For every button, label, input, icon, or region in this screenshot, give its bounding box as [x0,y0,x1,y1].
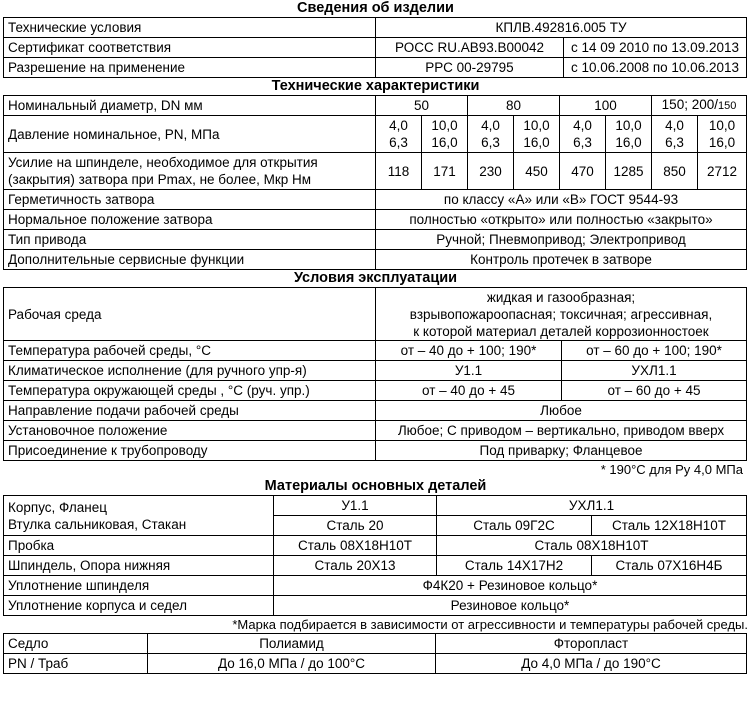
medium-label: Рабочая среда [4,288,376,341]
pn-value: 10,0 16,0 [606,116,652,153]
row-label: Сертификат соответствия [4,38,376,58]
section-title-tech: Технические характеристики [271,78,480,94]
seat-table [3,633,747,674]
table-row [4,401,747,421]
row-value: Любое; С приводом – вертикально, приводом вверх [376,421,747,441]
row-label: Дополнительные сервисные функции [4,250,376,270]
section-title-info: Сведения об изделии [297,0,454,16]
row-value: РРС 00-29795 [376,58,564,78]
pn-value: 4,0 6,3 [376,116,422,153]
climate-value-uhl: УХЛ1.1 [562,361,747,381]
temp-label: Температура рабочей среды, °С [4,341,376,361]
body-label: Корпус, Фланец Втулка сальниковая, Стакан [4,496,274,536]
ambient-value-u: от – 40 до + 45 [376,381,562,401]
row-value: по классу «А» или «В» ГОСТ 9544-93 [376,190,747,210]
row-label: Технические условия [4,18,376,38]
plug-label: Пробка [4,536,274,556]
table-row [4,381,747,401]
pn-value: 4,0 6,3 [560,116,606,153]
table-row [4,596,747,616]
row-value: КПЛВ.492816.005 ТУ [376,18,747,38]
section-title-mat: Материалы основных деталей [264,478,487,494]
col-header-u: У1.1 [274,496,437,516]
row-label: Установочное положение [4,421,376,441]
table-row [4,421,747,441]
force-value: 118 [376,153,422,190]
materials-footnote: *Марка подбирается в зависимости от агрессивности и температуры рабочей среды. [232,617,748,632]
table-row [4,536,747,556]
table-row [4,116,747,153]
row-label: Разрешение на применение [4,58,376,78]
ambient-value-uhl: от – 60 до + 45 [562,381,747,401]
ops-table [3,287,747,461]
ambient-label: Температура окружающей среды , °С (руч. упр.) [4,381,376,401]
ops-footnote: * 190°С для Ру 4,0 МПа [600,462,743,477]
row-label: Нормальное положение затвора [4,210,376,230]
plug-value: Сталь 08Х18Н10Т [437,536,747,556]
seal-spindle-label: Уплотнение шпинделя [4,576,274,596]
dn-value: 80 [468,96,560,116]
section-title-ops: Условия эксплуатации [293,270,458,286]
body-value: Сталь 09Г2С [437,516,592,536]
dn-value: 100 [560,96,652,116]
force-value: 230 [468,153,514,190]
info-table [3,17,747,78]
force-value: 450 [514,153,560,190]
force-label: Усилие на шпинделе, необходимое для открытия (закрытия) затвора при Pmax, не более, Мкр Нм [4,153,376,190]
table-row [4,361,747,381]
tech-table [3,95,747,270]
pn-value: 4,0 6,3 [468,116,514,153]
col-header-uhl: УХЛ1.1 [437,496,747,516]
row-date: с 14 09 2010 по 13.09.2013 [564,38,747,58]
table-row [4,288,747,341]
seat-pn-label: PN / Траб [4,654,148,674]
table-row [4,18,747,38]
row-value: Контроль протечек в затворе [376,250,747,270]
spindle-value: Сталь 14Х17Н2 [437,556,592,576]
spindle-value: Сталь 07Х16Н4Б [592,556,747,576]
seat-fluoro-header: Фторопласт [436,634,747,654]
table-row [4,634,747,654]
climate-value-u: У1.1 [376,361,562,381]
row-label: Тип привода [4,230,376,250]
row-label: Направление подачи рабочей среды [4,401,376,421]
table-row [4,153,747,190]
body-value: Сталь 20 [274,516,437,536]
spindle-value: Сталь 20Х13 [274,556,437,576]
seat-fluoro-value: До 4,0 МПа / до 190°С [436,654,747,674]
table-row [4,576,747,596]
force-value: 2712 [698,153,747,190]
row-value: полностью «открыто» или полностью «закрыто» [376,210,747,230]
row-label: Присоединение к трубопроводу [4,441,376,461]
table-row [4,58,747,78]
row-label: Герметичность затвора [4,190,376,210]
table-row [4,341,747,361]
pn-value: 10,0 16,0 [698,116,747,153]
table-row [4,496,747,516]
table-row [4,441,747,461]
seal-body-label: Уплотнение корпуса и седел [4,596,274,616]
dn-label: Номинальный диаметр, DN мм [4,96,376,116]
materials-table [3,495,747,616]
row-value: РОСС RU.АВ93.В00042 [376,38,564,58]
body-value: Сталь 12Х18Н10Т [592,516,747,536]
table-row [4,230,747,250]
force-value: 1285 [606,153,652,190]
temp-value-u: от – 40 до + 100; 190* [376,341,562,361]
row-date: с 10.06.2008 по 10.06.2013 [564,58,747,78]
row-value: Под приварку; Фланцевое [376,441,747,461]
dn-value: 150; 200/150 [652,96,747,116]
table-row [4,250,747,270]
table-row [4,96,747,116]
seat-label: Седло [4,634,148,654]
pn-label: Давление номинальное, PN, МПа [4,116,376,153]
table-row [4,556,747,576]
seat-poly-value: До 16,0 МПа / до 100°С [148,654,436,674]
table-row [4,654,747,674]
climate-label: Климатическое исполнение (для ручного упр-я) [4,361,376,381]
row-value: Любое [376,401,747,421]
dn-value: 50 [376,96,468,116]
table-row [4,190,747,210]
pn-value: 4,0 6,3 [652,116,698,153]
force-value: 850 [652,153,698,190]
medium-value: жидкая и газообразная; взрывопожароопасная; токсичная; агрессивная, к которой материал деталей коррозионностоек [376,288,747,341]
force-value: 470 [560,153,606,190]
table-row [4,38,747,58]
seal-body-value: Резиновое кольцо* [274,596,747,616]
seat-poly-header: Полиамид [148,634,436,654]
seal-spindle-value: Ф4К20 + Резиновое кольцо* [274,576,747,596]
temp-value-uhl: от – 60 до + 100; 190* [562,341,747,361]
table-row [4,210,747,230]
force-value: 171 [422,153,468,190]
pn-value: 10,0 16,0 [422,116,468,153]
pn-value: 10,0 16,0 [514,116,560,153]
spindle-label: Шпиндель, Опора нижняя [4,556,274,576]
row-value: Ручной; Пневмопривод; Электропривод [376,230,747,250]
plug-value: Сталь 08Х18Н10Т [274,536,437,556]
